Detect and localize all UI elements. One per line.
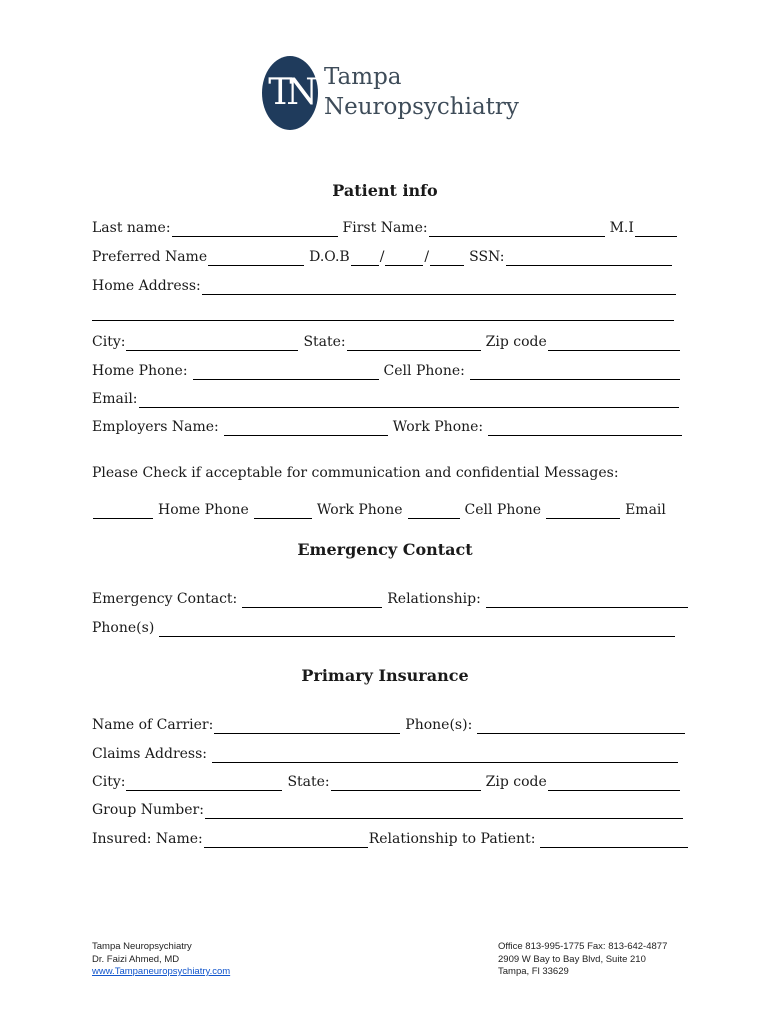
insurance-state-field[interactable] bbox=[331, 776, 481, 791]
home-address-line2-field[interactable] bbox=[92, 320, 674, 321]
emergency-contact-field[interactable] bbox=[242, 593, 382, 608]
first-name-label: First Name: bbox=[342, 220, 428, 236]
work-phone-field[interactable] bbox=[488, 421, 682, 436]
preferred-name-label: Preferred Name bbox=[92, 249, 208, 265]
cell-phone-field[interactable] bbox=[470, 365, 680, 380]
row-home-address bbox=[92, 277, 677, 295]
footer-city-state-zip: Tampa, Fl 33629 bbox=[498, 966, 569, 977]
check-work-phone-field[interactable] bbox=[254, 504, 312, 519]
claims-address-label: Claims Address: bbox=[92, 746, 208, 762]
group-number-field[interactable] bbox=[205, 804, 683, 819]
claims-address-field[interactable] bbox=[212, 748, 678, 763]
option-email-label: Email bbox=[625, 502, 666, 518]
emergency-relationship-field[interactable] bbox=[486, 593, 688, 608]
insurance-city-label: City: bbox=[92, 774, 126, 790]
insurance-phones-field[interactable] bbox=[477, 719, 685, 734]
relationship-to-patient-label: Relationship to Patient: bbox=[368, 831, 536, 847]
company-logo bbox=[262, 56, 532, 132]
last-name-label: Last name: bbox=[92, 220, 171, 236]
section-heading-patient-info: Patient info bbox=[332, 181, 438, 200]
insurance-phones-label: Phone(s): bbox=[405, 717, 473, 733]
ssn-field[interactable] bbox=[506, 251, 672, 266]
footer-street-address: 2909 W Bay to Bay Blvd, Suite 210 bbox=[498, 953, 646, 965]
check-home-phone-field[interactable] bbox=[93, 504, 153, 519]
row-communication-options bbox=[92, 501, 666, 519]
communication-prompt: Please Check if acceptable for communication and confidential Messages: bbox=[92, 465, 619, 481]
emergency-phones-field[interactable] bbox=[159, 622, 675, 637]
dob-separator: / bbox=[424, 249, 430, 265]
row-emergency-contact bbox=[92, 590, 689, 608]
carrier-field[interactable] bbox=[214, 719, 400, 734]
emergency-contact-label: Emergency Contact: bbox=[92, 591, 238, 607]
row-email bbox=[92, 390, 680, 408]
zip-field[interactable] bbox=[548, 336, 680, 351]
check-cell-phone-field[interactable] bbox=[408, 504, 460, 519]
footer-practice-name: Tampa Neuropsychiatry bbox=[92, 941, 192, 952]
home-phone-label: Home Phone: bbox=[92, 363, 188, 379]
row-preferred-dob-ssn bbox=[92, 248, 673, 266]
row-emergency-phones bbox=[92, 619, 676, 637]
email-label: Email: bbox=[92, 391, 138, 407]
option-cell-phone-label: Cell Phone bbox=[464, 502, 542, 518]
footer-left bbox=[92, 941, 230, 979]
work-phone-label: Work Phone: bbox=[392, 419, 484, 435]
footer-website-link[interactable]: www.Tampaneuropsychiatry.com bbox=[92, 966, 231, 977]
footer-office-fax: Office 813-995-1775 Fax: 813-642-4877 bbox=[498, 941, 668, 952]
group-number-label: Group Number: bbox=[92, 802, 204, 818]
section-heading-primary-insurance: Primary Insurance bbox=[301, 666, 469, 685]
relationship-to-patient-field[interactable] bbox=[540, 833, 688, 848]
section-heading-emergency-contact: Emergency Contact bbox=[297, 540, 473, 559]
ssn-label: SSN: bbox=[469, 249, 505, 265]
employers-name-label: Employers Name: bbox=[92, 419, 219, 435]
row-insurance-city-state-zip bbox=[92, 773, 681, 791]
insurance-state-label: State: bbox=[287, 774, 330, 790]
footer-doctor-name: Dr. Faizi Ahmed, MD bbox=[92, 953, 180, 965]
row-carrier bbox=[92, 716, 686, 734]
first-name-field[interactable] bbox=[429, 222, 605, 237]
emergency-relationship-label: Relationship: bbox=[387, 591, 481, 607]
insured-name-label: Insured: Name: bbox=[92, 831, 203, 847]
footer-right bbox=[498, 941, 667, 979]
employers-name-field[interactable] bbox=[224, 421, 388, 436]
state-label: State: bbox=[303, 334, 346, 350]
dob-label: D.O.B bbox=[309, 249, 350, 265]
mi-field[interactable] bbox=[635, 222, 677, 237]
row-insured bbox=[92, 830, 689, 848]
email-field[interactable] bbox=[139, 393, 679, 408]
home-phone-field[interactable] bbox=[193, 365, 379, 380]
dob-separator: / bbox=[379, 249, 385, 265]
insurance-zip-field[interactable] bbox=[548, 776, 680, 791]
logo-text-line2: Neuropsychiatry bbox=[324, 94, 519, 120]
insured-name-field[interactable] bbox=[204, 833, 368, 848]
carrier-label: Name of Carrier: bbox=[92, 717, 214, 733]
row-phones bbox=[92, 362, 681, 380]
row-names bbox=[92, 219, 678, 237]
dob-day-field[interactable] bbox=[385, 251, 423, 266]
mi-label: M.I bbox=[609, 220, 634, 236]
home-address-field[interactable] bbox=[202, 280, 676, 295]
row-city-state-zip bbox=[92, 333, 681, 351]
insurance-city-field[interactable] bbox=[126, 776, 282, 791]
insurance-zip-label: Zip code bbox=[485, 774, 547, 790]
home-address-label: Home Address: bbox=[92, 278, 201, 294]
dob-month-field[interactable] bbox=[351, 251, 379, 266]
logo-text-line1: Tampa bbox=[324, 64, 402, 90]
state-field[interactable] bbox=[347, 336, 481, 351]
row-group-number bbox=[92, 801, 684, 819]
emergency-phones-label: Phone(s) bbox=[92, 620, 155, 636]
row-claims-address bbox=[92, 745, 679, 763]
logo-monogram: TN bbox=[262, 56, 318, 130]
row-employer bbox=[92, 418, 683, 436]
option-work-phone-label: Work Phone bbox=[316, 502, 403, 518]
last-name-field[interactable] bbox=[172, 222, 338, 237]
option-home-phone-label: Home Phone bbox=[158, 502, 249, 518]
zip-label: Zip code bbox=[485, 334, 547, 350]
dob-year-field[interactable] bbox=[430, 251, 464, 266]
city-label: City: bbox=[92, 334, 126, 350]
city-field[interactable] bbox=[126, 336, 298, 351]
preferred-name-field[interactable] bbox=[208, 251, 304, 266]
check-email-field[interactable] bbox=[546, 504, 620, 519]
cell-phone-label: Cell Phone: bbox=[383, 363, 465, 379]
